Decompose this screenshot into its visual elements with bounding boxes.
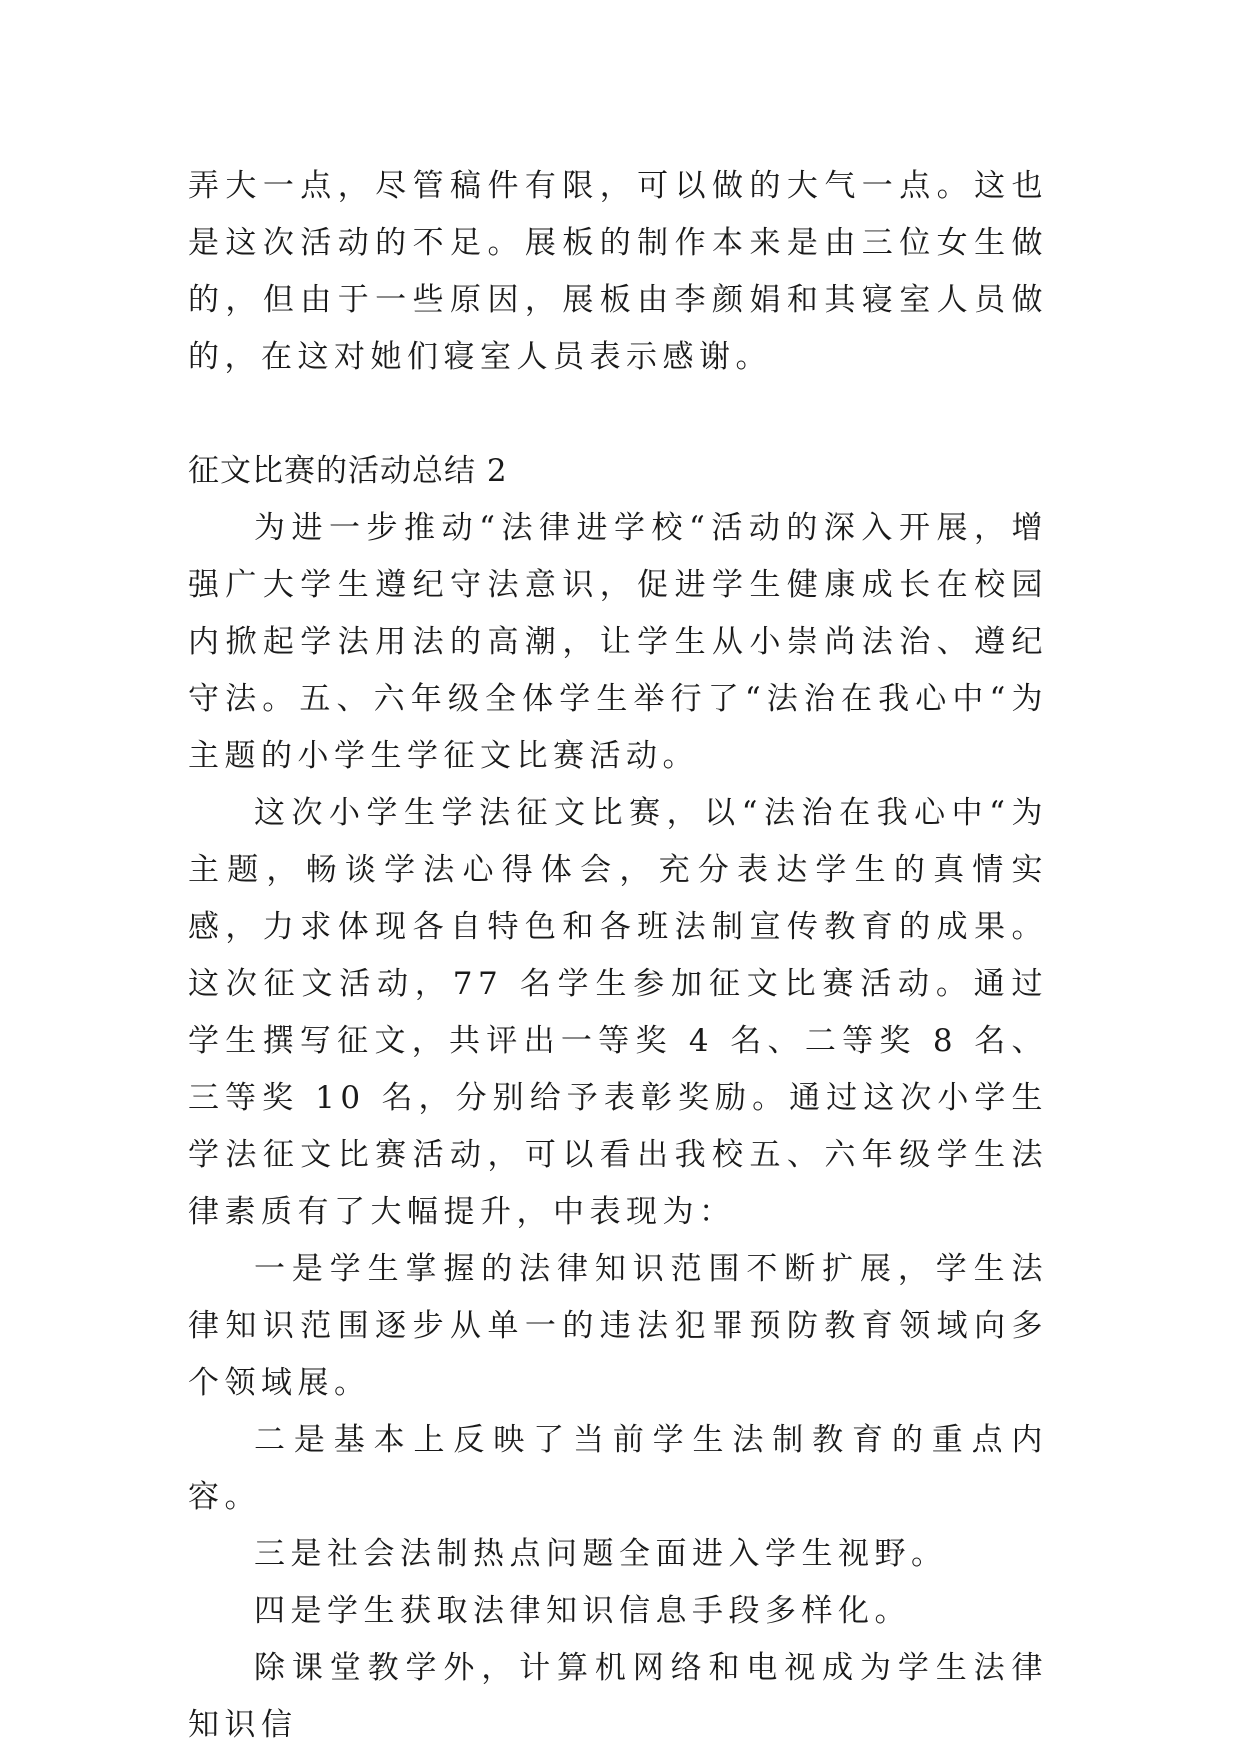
document-body — [188, 158, 1048, 1754]
body-paragraph: 除课堂教学外，计算机网络和电视成为学生法律知识信 — [188, 1650, 1048, 1743]
body-paragraph: 三是社会法制热点问题全面进入学生视野。 — [254, 1536, 948, 1572]
body-paragraph: 四是学生获取法律知识信息手段多样化。 — [254, 1593, 911, 1629]
section-spacer — [188, 386, 1048, 443]
body-paragraph: 这次小学生学法征文比赛，以“法治在我心中“为主题，畅谈学法心得体会，充分表达学生的真情实感，力求体现各自特色和各班法制宣传教育的成果。这次征文活动，77 名学生参加征文比赛活动。通过学生撰写征文，共评出一等奖 4 名、二等奖 8 名、三等奖 10 名，分别给予表彰奖励。通过这次小学生学法征文比赛活动，可以看出我校五、六年级学生法律素质有了大幅提升，中表现为： — [188, 795, 1048, 1230]
section-heading: 征文比赛的活动总结 2 — [188, 453, 508, 489]
body-paragraph: 二是基本上反映了当前学生法制教育的重点内容。 — [188, 1422, 1048, 1515]
body-paragraph: 为进一步推动“法律进学校“活动的深入开展，增强广大学生遵纪守法意识，促进学生健康成长在校园内掀起学法用法的高潮，让学生从小崇尚法治、遵纪守法。五、六年级全体学生举行了“法治在我心中“为主题的小学生学征文比赛活动。 — [188, 510, 1048, 774]
continuation-paragraph: 弄大一点，尽管稿件有限，可以做的大气一点。这也是这次活动的不足。展板的制作本来是由三位女生做的，但由于一些原因，展板由李颜娟和其寝室人员做的，在这对她们寝室人员表示感谢。 — [188, 168, 1048, 375]
body-paragraph: 一是学生掌握的法律知识范围不断扩展，学生法律知识范围逐步从单一的违法犯罪预防教育领域向多个领域展。 — [188, 1251, 1048, 1401]
